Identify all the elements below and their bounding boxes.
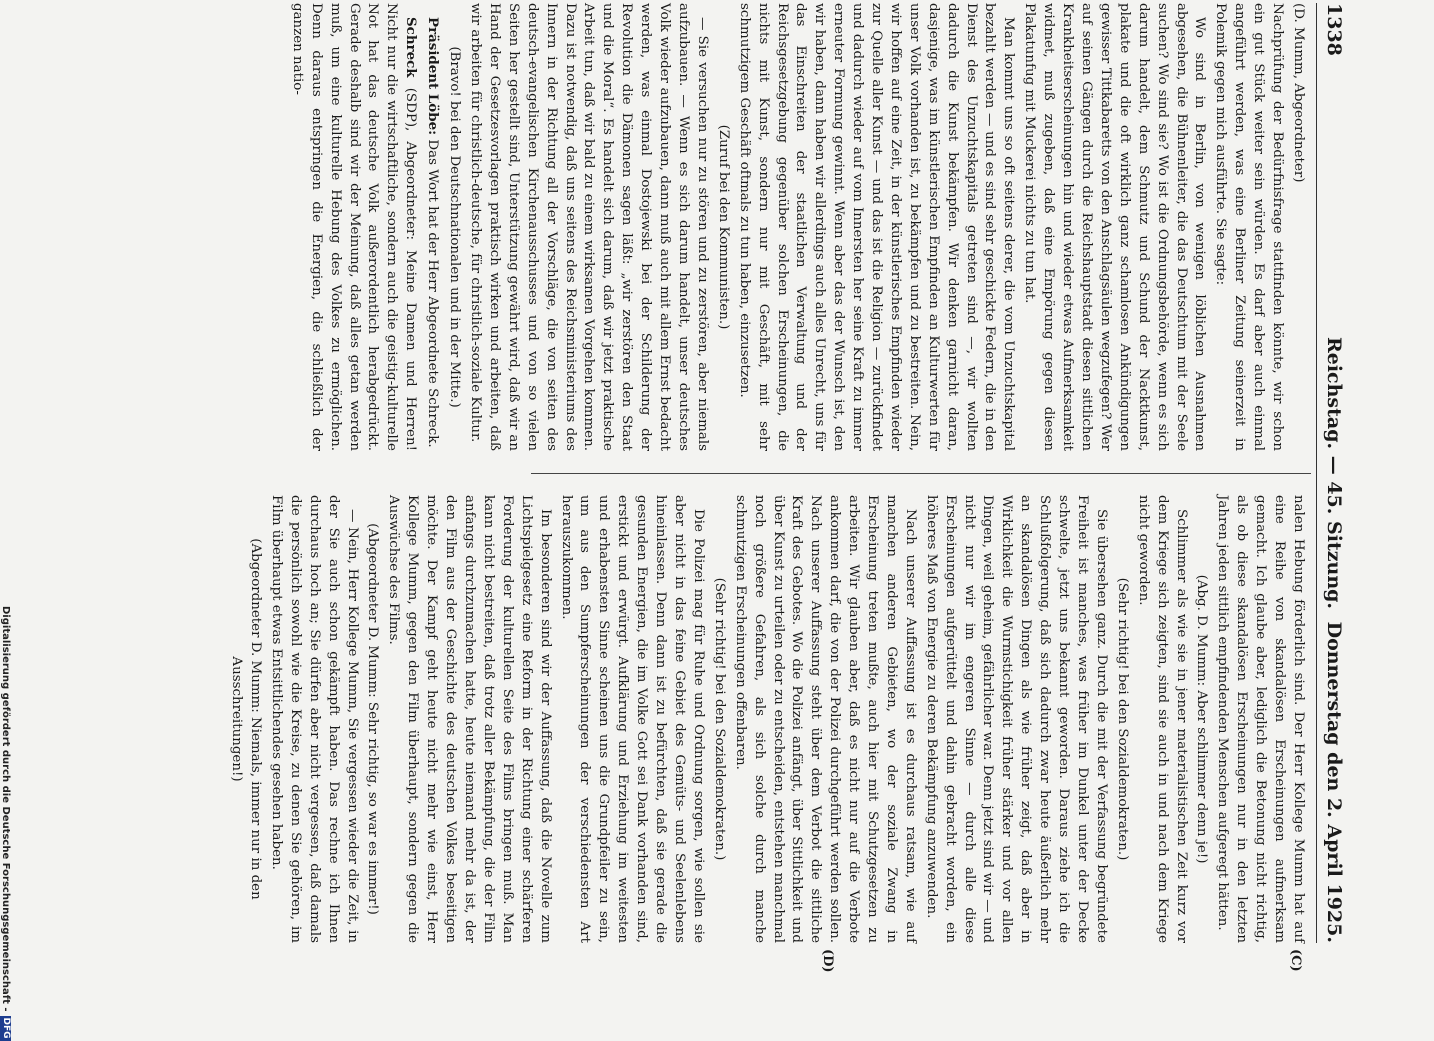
session-date: Donnerstag den 2. April 1925. xyxy=(1323,621,1345,943)
page-title: Reichstag. — 45. Sitzung. xyxy=(1323,336,1345,610)
interjection: (Abgeordneter D. Mumm: Sehr richtig, so war es immer!) xyxy=(365,523,381,915)
interjection: (Sehr richtig! bei den Sozialdemokraten.) xyxy=(1114,577,1130,861)
left-column xyxy=(285,3,1307,451)
paragraph: Nach unserer Auffassung ist es durchaus ratsam, wie auf manchen anderen Gebieten, wo der soziale Zwang in Erscheinung treten mußte, auch hier mit Schutzgesetzen zu arbeiten. Wir glauben aber, daß es nicht nur auf die Verbote ankommen darf, die von der Polizei durchgeführt werden sollen. Nach unserer Auffassung steht über dem Verbot die sittliche Kraft des Gebotes. Wo die Polizei anfängt, über Sittlichkeit und über Kunst zu urteilen oder zu entscheiden, entstehen manchmal noch größere Gefahren, als sich solche durch manche schmutzigen Erscheinungen offenbaren. xyxy=(732,495,918,943)
speaker-name: Präsident Löbe: xyxy=(425,17,442,136)
speaker-line: (D. Mumm, Abgeordneter) xyxy=(1291,3,1306,183)
paragraph: Sie übersehen ganz. Durch die mit der Verfassung begründete Freiheit ist manches, was früher im Dunkel unter der Decke schwelte, jetzt uns bekannt geworden. Daraus ziehe ich die Schlußfolgerung, daß sich dadurch zwar heute äußerlich mehr an skandalösen Dingen als wie früher zeigt, daß aber in Wirklichkeit die Wurmstichigkeit früher stärker und vor allen Dingen, weil geheim, gefährlicher war. Denn jetzt sind wir — und nicht nur wir im engeren Sinne — durch alle diese Erscheinungen aufgerüttelt und dahin gebracht worden, ein höheres Maß von Energie zu deren Bekämpfung anzuwenden. xyxy=(923,495,1109,943)
speaker-name: Schreck xyxy=(403,17,420,78)
digitization-credit xyxy=(0,606,14,1039)
column-divider xyxy=(531,473,1311,474)
paragraph: Nachprüfung der Bedürfnisfrage stattfinden könnte, wir schon ein gut Stück weiter sein würden. Es darf aber auch einmal angeführt werden, was eine Berliner Zeitung seinerzeit in Polemik gegen mich ausführte. Sie sagte: xyxy=(1213,3,1286,451)
paragraph: Schlimmer als wie sie in jener materialistischen Zeit kurz vor dem Kriege sich zeigten, sind sie auch in und nach dem Kriege nicht geworden. xyxy=(1135,495,1189,943)
paragraph: Wo sind in Berlin, von wenigen löblichen Ausnahmen abgesehen, die Bühnenleiter, die das Deutschtum mit der Seele suchen? Wo sind sie? Wo ist die Ordnungsbehörde, wenn es sich darum handelt, dem Schmutz und Schund der Nacktkunst, plakate und die oft wirklich ganz schamlosen Ankündigungen gewisser Tittkabaretts von den Anschlagsäulen wegzufegen? Wer auf seinen Gängen durch die Reichshauptstadt diesen sittlichen Krankheitserscheinungen hin und wieder etwas Aufmerksamkeit widmet, muß zugeben, daß eine Empörung gegen diesen Plakatunfug mit Muckerei nichts zu tun hat. xyxy=(1022,3,1208,451)
paragraph: Die Polizei mag für Ruhe und Ordnung sorgen, wie sollen sie aber nicht in das feine Gebiet des Gemüts- und Seelenlebens hineinlassen. Denn dann ist zu befürchten, daß sie gerade die gesunden Energien, die im Volke Gott sei Dank vorhanden sind, erstickt und erwürgt. Aufklärung und Erziehung im weitesten und erhabensten Sinne scheinen uns die Grundpfeiler zu sein, um aus den Sumpferscheinungen der verschiedensten Art herauszukommen. xyxy=(558,495,706,943)
interjection: (Abgeordneter D. Mumm: Niemals, immer nur in den Ausschreitungen!) xyxy=(229,538,264,900)
paragraph: Man kommt uns so oft seitens derer, die vom Unzuchtskapital bezahlt werden — und es sind sehr geschickte Federn, die in den Dienst des Unzuchtskapitals getreten sind —, wir wollten dadurch die Kunst bekämpfen. Wir denken garnicht daran, dasjenige, was im künstlerischen Empfinden an Kulturwerten für unser Volk vorhanden ist, zu bekämpfen und zu bestreiten. Nein, wir hoffen auf eine Zeit, in der künstlerisches Empfinden wieder zur Quelle aller Kunst — und das ist die Religion — zurückfindet und dadurch wieder auf vom Innersten her seine Kraft zu immer erneuter Formung gewinnt. Wenn aber das der Wunsch ist, den wir haben, dann haben wir allerdings auch alles Unrecht, uns für das Einschreiten der staatlichen Verwaltung und der Reichsgesetzgebung gegenüber solchen Erscheinungen, die nichts mit Kunst, sondern nur mit Geschäft, mit sehr schmutzigem Geschäft oftmals zu tun haben, einzusetzen. xyxy=(736,3,1017,451)
interjection: (Abg. D. Mumm: Aber schlimmer denn je!) xyxy=(1194,574,1210,864)
rotated-page xyxy=(17,3,1347,973)
paragraph: — Sie versuchen nur zu stören und zu zerstören, aber niemals aufzubauen. — Wenn es sich darum handelt, unser deutsches Volk wieder aufzubauen, dann muß auch mit allem Ernst bedacht werden, was einmal Dostojewski bei der Schilderung der Revolution die Dämonen sagen läßt: „wir zerstören den Staat und die Moral“. Es handelt sich darum, daß wir jetzt praktische Arbeit tun, daß wir bald zu einem wirksamen Vorgehen kommen. Dazu ist notwendig, daß uns seitens des Reichsministeriums des Innern in der Richtung all der Vorschläge, die von seiten des deutsch-evangelischen Kirchenausschusses und von so vielen Seiten her gestellt sind, Unterstützung gewährt wird, daß wir an Hand der Gesetzesvorlagen praktisch wirken und arbeiten, daß wir arbeiten für christlich-deutsche, für christlich-soziale Kultur. xyxy=(468,3,710,451)
paragraph xyxy=(287,3,420,451)
interjection: (Bravo! bei den Deutschnationalen und in der Mitte.) xyxy=(447,46,463,408)
paragraph: nalen Hebung förderlich sind. Der Herr Kollege Mumm hat auf eine Reihe von skandalösen Erscheinungen aufmerksam gemacht. Ich glaube aber, lediglich die Betonung nicht richtig, als ob diese skandalösen Erscheinungen nur in den letzten Jahren jeden sittlich empfindenden Menschen aufgeregt hätten. xyxy=(1215,495,1306,943)
dfg-logo: DFG xyxy=(1,1017,12,1039)
margin-marker-c: (C) xyxy=(1288,949,1303,972)
page-header xyxy=(1313,3,1347,943)
paragraph xyxy=(422,3,442,451)
credit-text: Digitalisierung gefördert durch die Deutsche Forschungsgemeinschaft - xyxy=(0,606,11,1012)
margin-marker-d: (D) xyxy=(820,949,835,973)
page-number: 1338 xyxy=(1323,3,1345,56)
paragraph: — Nein, Herr Kollege Mumm, Sie vergessen wieder die Zeit, in der Sie auch schon gekämpft haben. Das rechne ich Ihnen durchaus hoch an; Sie dürfen aber nicht vergessen, daß damals die persönlich sowohl wie die Kreise, zu denen Sie gehören, im Film überhaupt etwas Entsittlichendes gesehen haben. xyxy=(268,495,360,943)
interjection: (Zuruf bei den Kommunisten.) xyxy=(715,124,731,330)
speech-text: Das Wort hat der Herr Abgeordnete Schreck. xyxy=(425,139,441,448)
speech-text: (SDP), Abgeordneter: Meine Damen und Herren! Nicht nur die wirtschaftliche, sondern auch die geistig-kulturelle Not hat das deutsche Volk außerordentlich herabgedrückt. Gerade deshalb sind wir der Meinung, daß alles getan werden muß, um eine kulturelle Hebung des Volkes zu ermöglichen. Denn daraus entspringen die Energien, die schließlich der ganzen natio- xyxy=(289,3,419,451)
interjection: (Sehr richtig! bei den Sozialdemokraten.) xyxy=(711,577,727,861)
header-rule xyxy=(1316,3,1317,943)
paragraph: Im besonderen sind wir der Auffassung, daß die Novelle zum Lichtspielgesetz eine Reform in der Richtung einer schärferen Forderung der kulturellen Seite des Films bringen muß. Man kann nicht bestreiten, daß trotz aller Bekämpfung, die der Film anfangs durchzumachen hatte, heute niemand mehr da ist, der den Film aus der Geschichte des deutschen Volkes beseitigen möchte. Der Kampf geht heute nicht mehr wie einst, Herr Kollege Mumm, gegen den Film überhaupt, sondern gegen die Auswüchse des Films. xyxy=(386,495,553,943)
right-column xyxy=(224,495,1307,943)
